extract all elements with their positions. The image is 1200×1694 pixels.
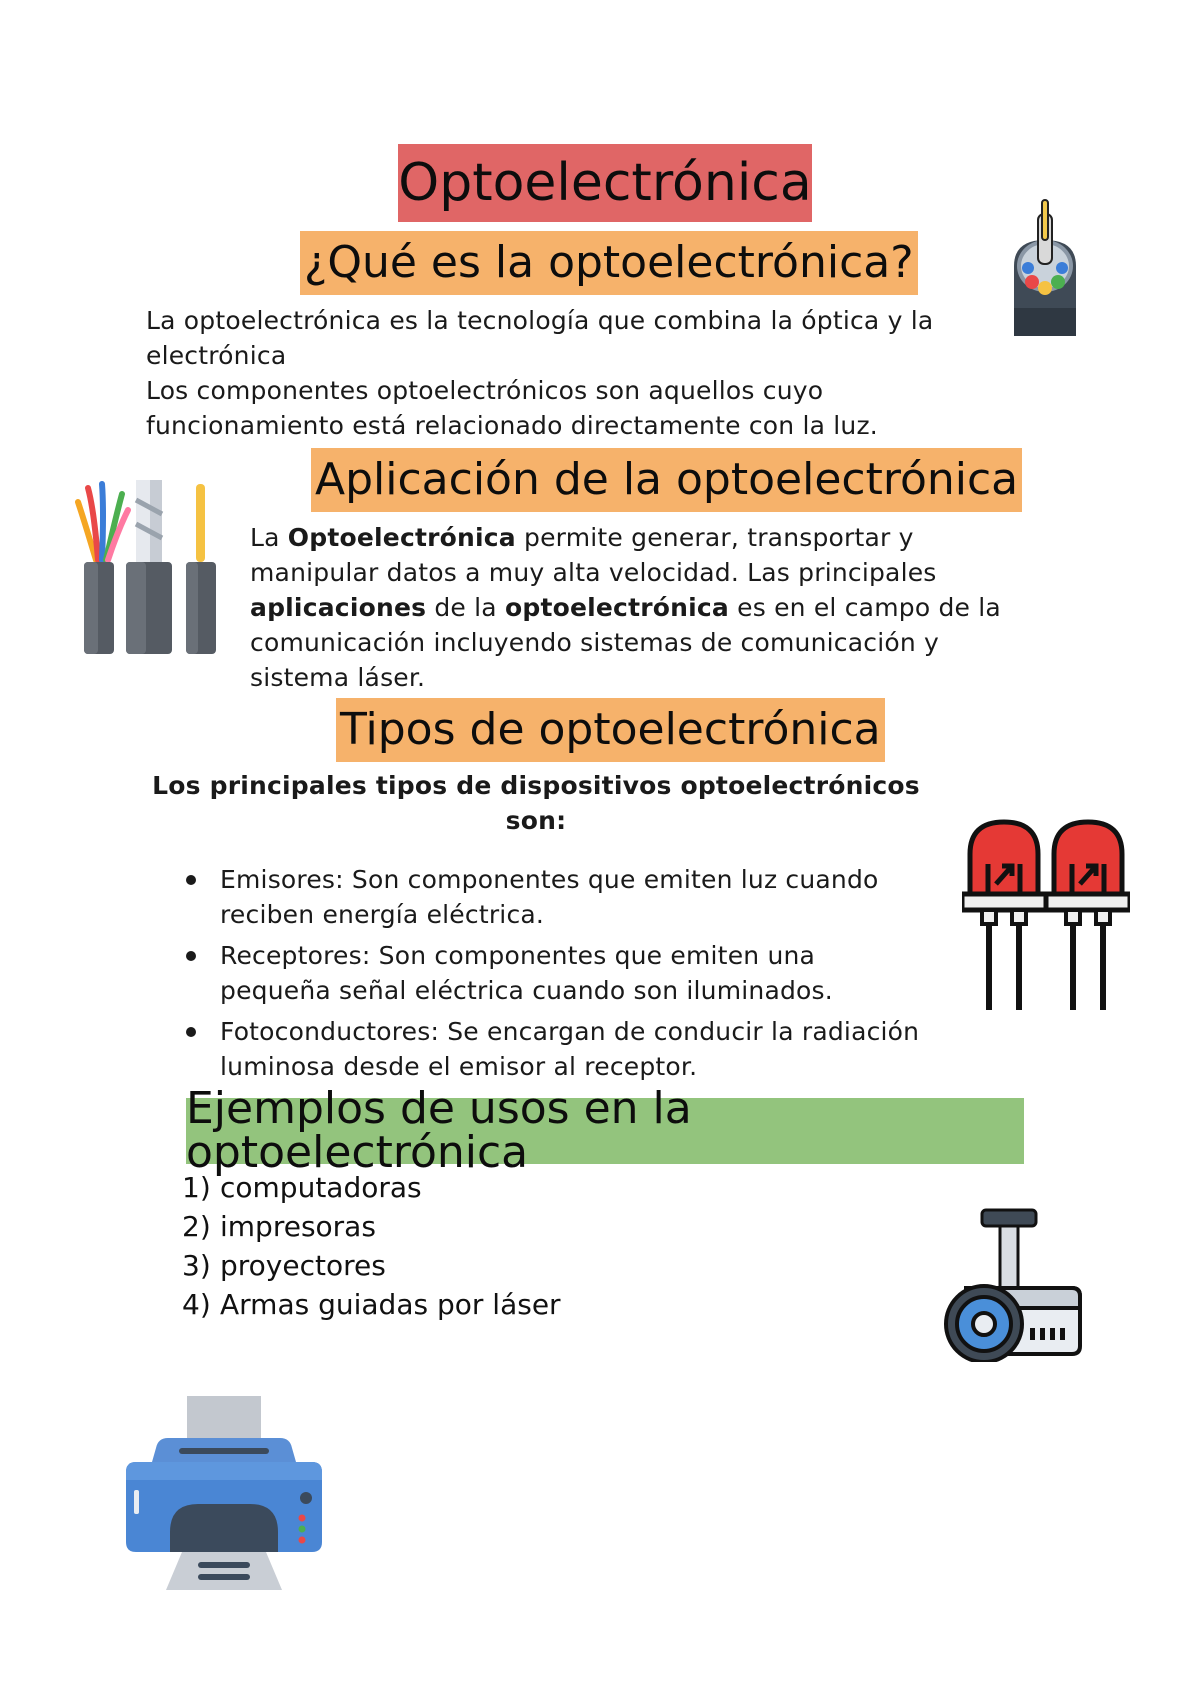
list-item: Fotoconductores: Se encargan de conducir la radiación luminosa desde el emisor al receptor.	[180, 1014, 930, 1084]
section-what-heading	[300, 231, 918, 295]
application-text-4: es en el campo de la comunicación incluyendo sistemas de comunicación y sistema láser.	[250, 593, 1001, 692]
section-application-heading	[311, 448, 1022, 512]
types-subheading-line-2: son:	[505, 806, 567, 835]
list-item	[182, 1168, 822, 1207]
section-what-heading-text: ¿Qué es la optoelectrónica?	[304, 237, 914, 288]
list-item-text: proyectores	[220, 1249, 386, 1282]
list-item-text: impresoras	[220, 1210, 376, 1243]
application-text-2: permite generar, transportar y manipular datos a muy alta velocidad. Las principales	[250, 523, 937, 587]
list-item-text: Armas guiadas por láser	[220, 1288, 561, 1321]
what-line-1: La optoelectrónica es la tecnología que combina la óptica y la	[146, 306, 934, 335]
what-line-4: funcionamiento está relacionado directamente con la luz.	[146, 411, 878, 440]
list-item	[182, 1207, 822, 1246]
section-application-heading-text: Aplicación de la optoelectrónica	[315, 454, 1019, 505]
application-text-3: de la	[426, 593, 505, 622]
page-title	[398, 144, 812, 222]
types-subheading-line-1: Los principales tipos de dispositivos optoelectrónicos	[152, 771, 920, 800]
section-examples-heading	[186, 1083, 1024, 1178]
list-item: Emisores: Son componentes que emiten luz cuando reciben energía eléctrica.	[180, 862, 930, 932]
list-item-number: 3)	[182, 1249, 211, 1282]
red-led-icon	[962, 818, 1130, 1012]
fiber-optic-cable-icon	[1010, 196, 1080, 340]
list-item-text: computadoras	[220, 1171, 422, 1204]
section-types-subheading	[146, 768, 926, 838]
examples-list	[182, 1168, 822, 1324]
application-bold-2: aplicaciones	[250, 593, 427, 622]
list-item: Receptores: Son componentes que emiten una pequeña señal eléctrica cuando son iluminados.	[180, 938, 930, 1008]
projector-icon	[936, 1208, 1084, 1362]
section-what-body	[146, 303, 1026, 443]
printer-icon	[124, 1396, 324, 1594]
application-text-1: La	[250, 523, 288, 552]
what-line-2: electrónica	[146, 341, 287, 370]
wires-icon	[74, 480, 224, 656]
list-item	[182, 1246, 822, 1285]
section-examples-heading-text: Ejemplos de usos en la optoelectrónica	[186, 1083, 692, 1178]
list-item-number: 2)	[182, 1210, 211, 1243]
page-title-text: Optoelectrónica	[398, 153, 812, 213]
application-bold-1: Optoelectrónica	[287, 523, 516, 552]
application-bold-3: optoelectrónica	[504, 593, 729, 622]
list-item	[182, 1285, 822, 1324]
section-application-body	[250, 520, 1040, 695]
types-list	[180, 862, 930, 1090]
what-line-3: Los componentes optoelectrónicos son aquellos cuyo	[146, 376, 824, 405]
section-types-heading-text: Tipos de optoelectrónica	[340, 704, 881, 755]
section-types-heading	[336, 698, 885, 762]
list-item-number: 1)	[182, 1171, 211, 1204]
list-item-number: 4)	[182, 1288, 211, 1321]
